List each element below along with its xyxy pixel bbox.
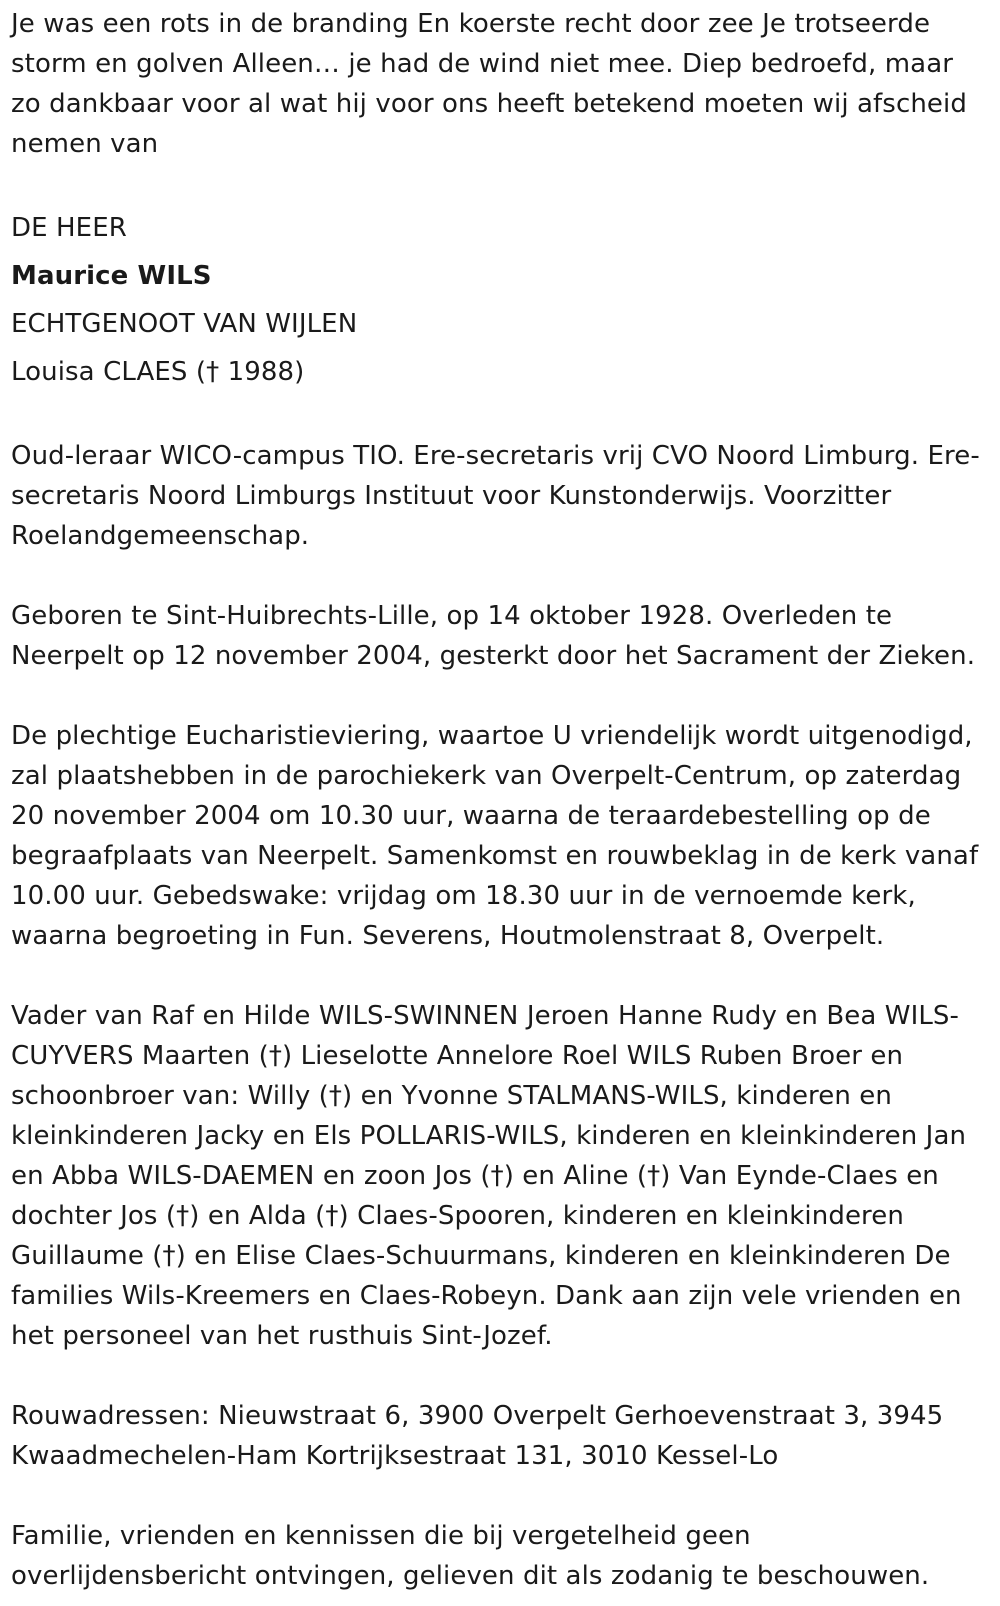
birth-death-paragraph: Geboren te Sint-Huibrechts-Lille, op 14 oktober 1928. Overleden te Neerpelt op 12 november 2004, gesterkt door het Sacrament der Zieken.: [11, 601, 976, 671]
career-paragraph: Oud-leraar WICO-campus TIO. Ere-secretaris vrij CVO Noord Limburg. Ere-secretaris Noord Limburgs Instituut voor Kunstonderwijs. Voorzitter Roelandgemeenschap.: [11, 441, 980, 551]
spouse-relation: ECHTGENOOT VAN WIJLEN: [11, 309, 358, 339]
opening-poem: Je was een rots in de branding En koerste recht door zee Je trotseerde storm en golven Alleen… je had de wind niet mee. Diep bedroefd, maar zo dankbaar voor al wat hij voor ons heeft betekend moeten wij afscheid nemen van: [11, 9, 967, 159]
spacer: [11, 1476, 990, 1516]
spacer: [11, 956, 990, 996]
spacer: [11, 556, 990, 596]
family-paragraph: Vader van Raf en Hilde WILS-SWINNEN Jeroen Hanne Rudy en Bea WILS-CUYVERS Maarten (†) Lieselotte Annelore Roel WILS Ruben Broer en schoonbroer van: Willy (†) en Yvonne STALMANS-WILS, kinderen en kleinkinderen Jacky en Els POLLARIS-WILS, kinderen en kleinkinderen Jan en Abba WILS-DAEMEN en zoon Jos (†) en Aline (†) Van Eynde-Claes en dochter Jos (†) en Alda (†) Claes-Spooren, kinderen en kleinkinderen Guillaume (†) en Elise Claes-Schuurmans, kinderen en kleinkinderen De families Wils-Kreemers en Claes-Robeyn. Dank aan zijn vele vrienden en het personeel van het rusthuis Sint-Jozef.: [11, 1001, 967, 1351]
spacer: [11, 676, 990, 716]
addresses-paragraph: Rouwadressen: Nieuwstraat 6, 3900 Overpelt Gerhoevenstraat 3, 3945 Kwaadmechelen-Ham Kortrijksestraat 131, 3010 Kessel-Lo: [11, 1401, 944, 1471]
deceased-name: Maurice WILS: [11, 261, 212, 291]
closing-note: Familie, vrienden en kennissen die bij vergetelheid geen overlijdensbericht ontvingen, gelieven dit als zodanig te beschouwen.: [11, 1521, 930, 1591]
ceremony-paragraph: De plechtige Eucharistieviering, waartoe U vriendelijk wordt uitgenodigd, zal plaatshebben in de parochiekerk van Overpelt-Centrum, op zaterdag 20 november 2004 om 10.30 uur, waarna de teraardebestelling op de begraafplaats van Neerpelt. Samenkomst en rouwbeklag in de kerk vanaf 10.00 uur. Gebedswake: vrijdag om 18.30 uur in de vernoemde kerk, waarna begroeting in Fun. Severens, Houtmolenstraat 8, Overpelt.: [11, 721, 979, 951]
title-prefix: DE HEER: [11, 213, 127, 243]
spacer: [11, 396, 990, 436]
spacer: [11, 164, 990, 204]
spacer: [11, 1356, 990, 1396]
spouse-name: Louisa CLAES († 1988): [11, 357, 305, 387]
